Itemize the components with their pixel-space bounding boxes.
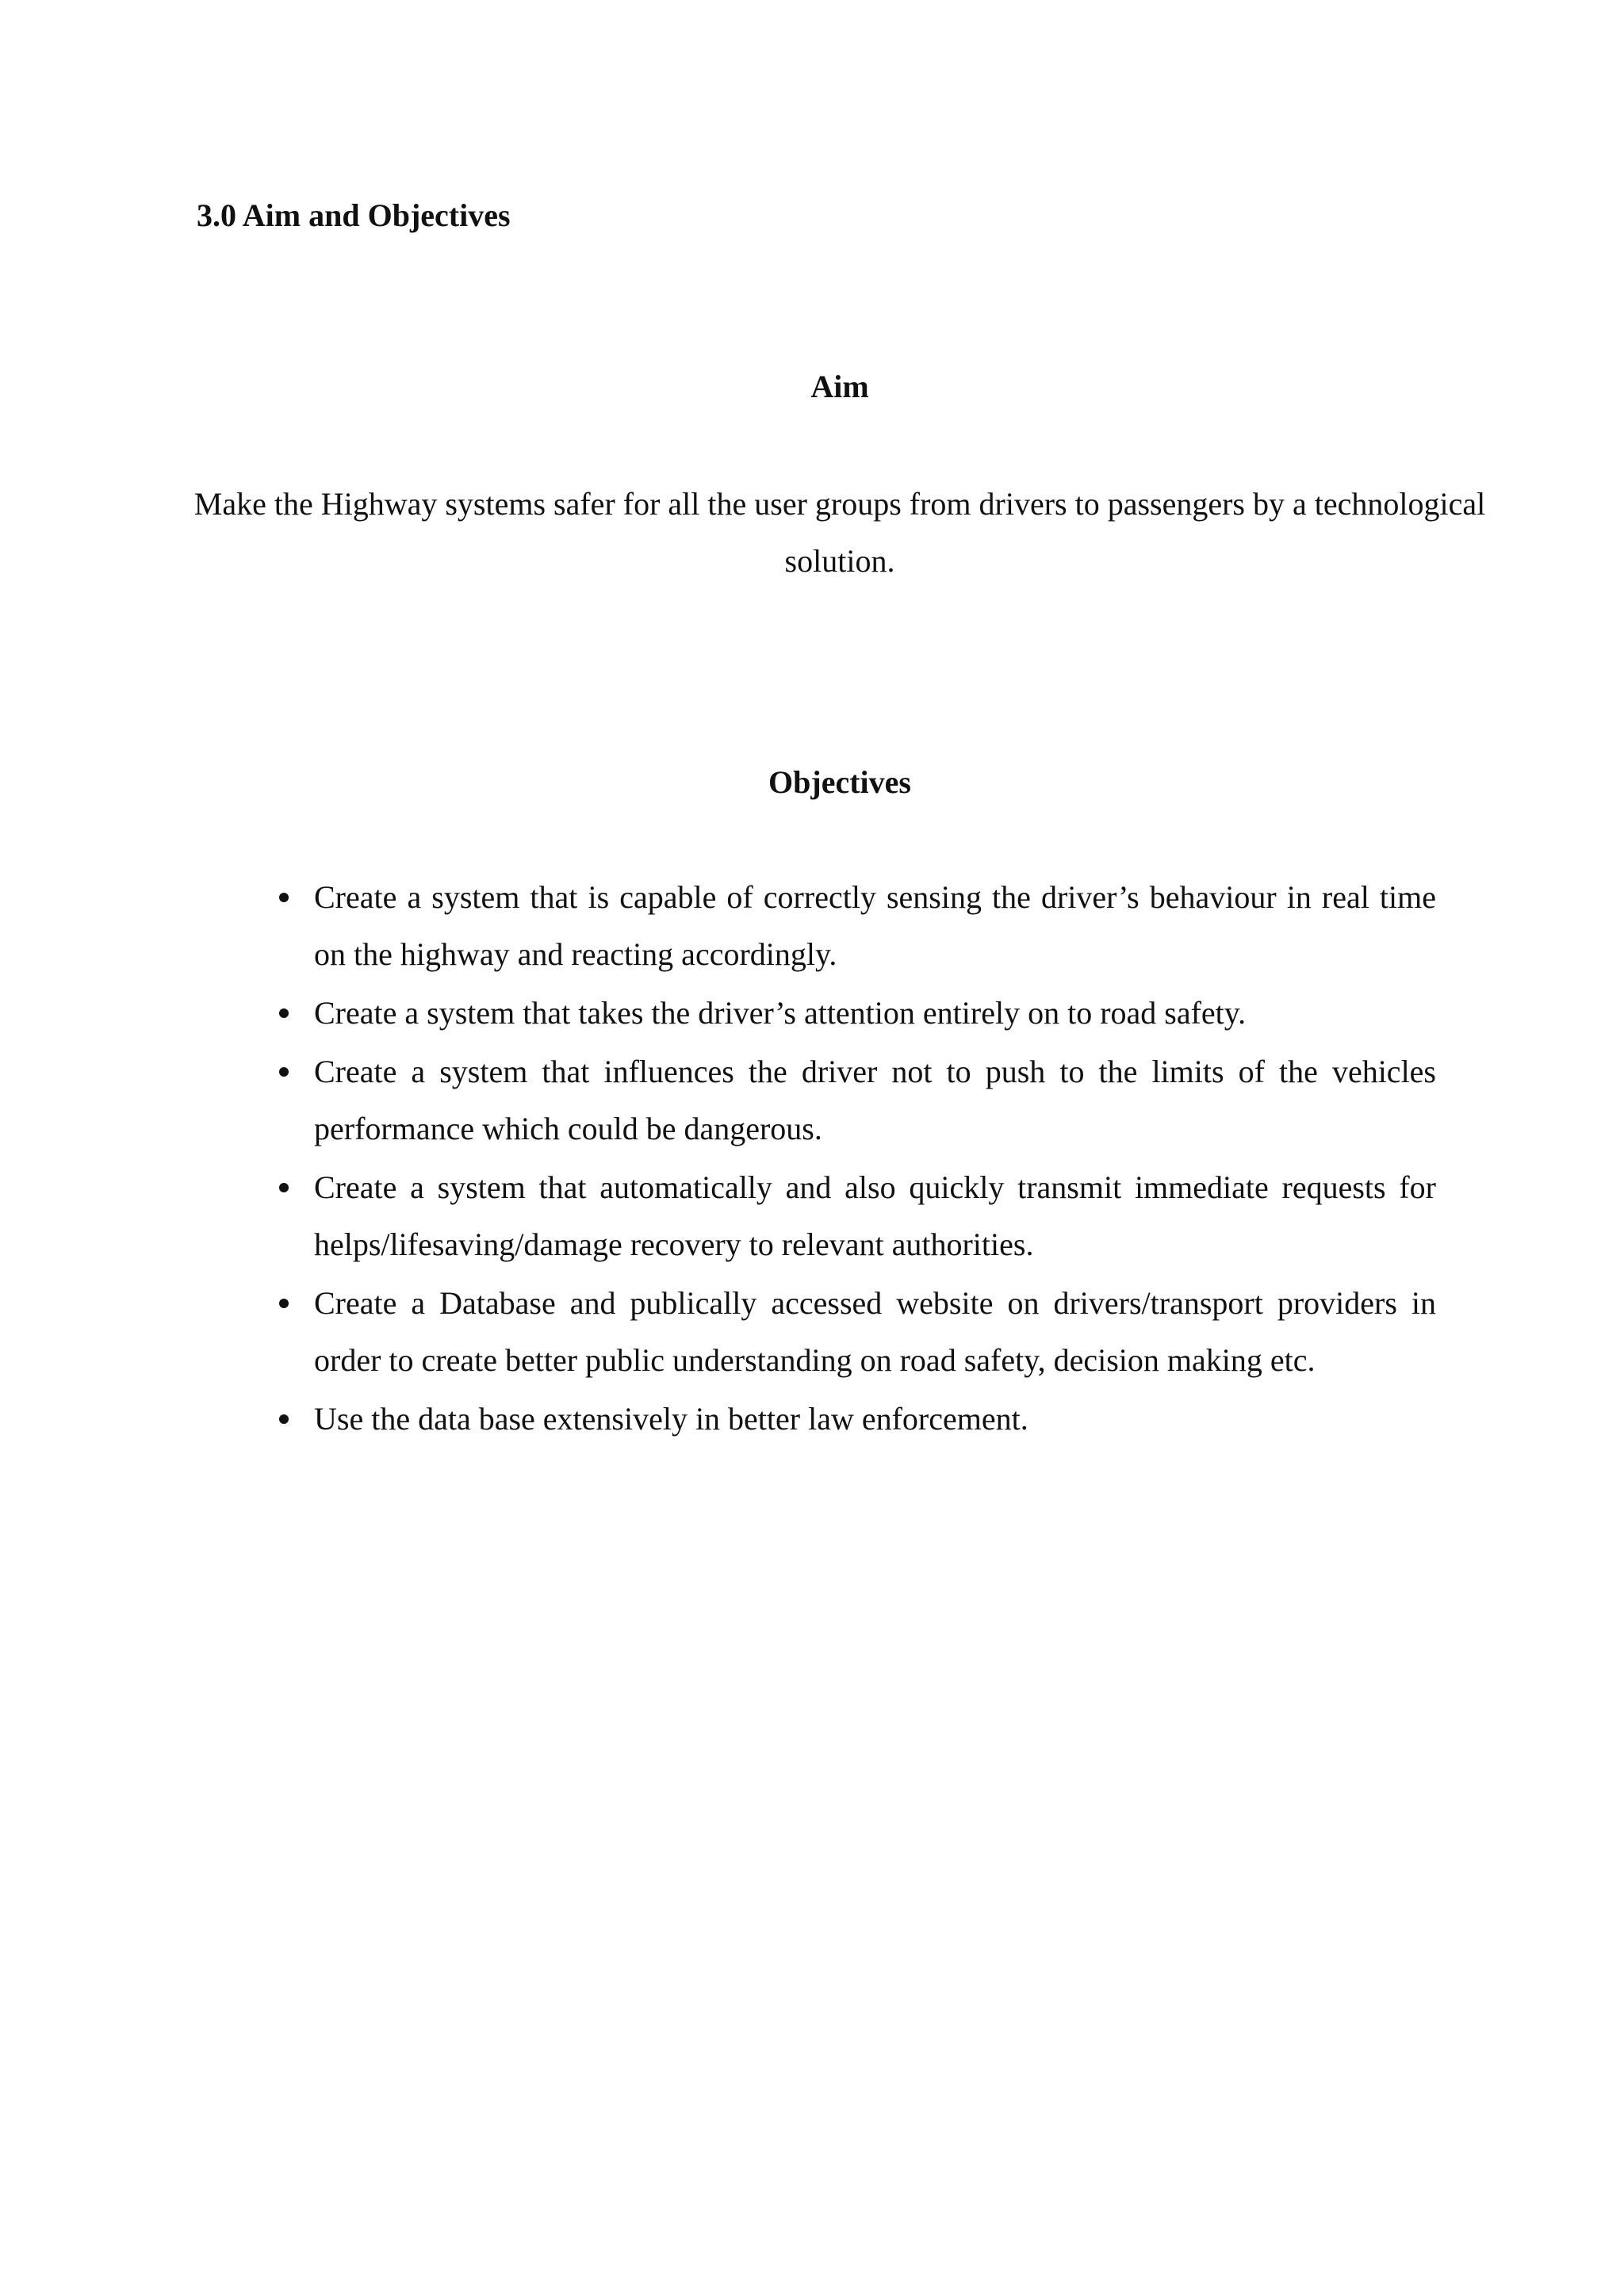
- bullet-icon: [279, 1183, 289, 1192]
- objective-item: [267, 1043, 1436, 1158]
- objective-item: [267, 869, 1436, 983]
- bullet-icon: [279, 1067, 289, 1077]
- objective-item: [267, 985, 1436, 1042]
- objectives-list: [267, 869, 1436, 1449]
- objective-text: Create a Database and publically accessed website on drivers/transport providers in order to create better public understanding on road safety, decision making etc.: [314, 1285, 1436, 1378]
- bullet-icon: [279, 1299, 289, 1308]
- objective-text: Create a system that is capable of correctly sensing the driver’s behaviour in real time on the highway and reacting accordingly.: [314, 879, 1436, 972]
- objectives-heading: Objectives: [768, 764, 911, 800]
- bullet-icon: [279, 1008, 289, 1018]
- aim-heading: Aim: [810, 369, 869, 404]
- objective-item: [267, 1391, 1436, 1448]
- objective-text: Create a system that influences the driver not to push to the limits of the vehicles performance which could be dangerous.: [314, 1054, 1436, 1146]
- objective-text: Create a system that takes the driver’s attention entirely on to road safety.: [314, 995, 1247, 1031]
- objective-text: Use the data base extensively in better law enforcement.: [314, 1401, 1028, 1437]
- aim-text: Make the Highway systems safer for all the user groups from drivers to passengers by a technological solution.: [193, 486, 1486, 579]
- bullet-icon: [279, 893, 289, 902]
- bullet-icon: [279, 1414, 289, 1424]
- objective-text: Create a system that automatically and also quickly transmit immediate requests for helps/lifesaving/damage recovery to relevant authorities.: [314, 1169, 1436, 1262]
- objective-item: [267, 1159, 1436, 1273]
- section-heading: 3.0 Aim and Objectives: [197, 197, 511, 233]
- objective-item: [267, 1275, 1436, 1389]
